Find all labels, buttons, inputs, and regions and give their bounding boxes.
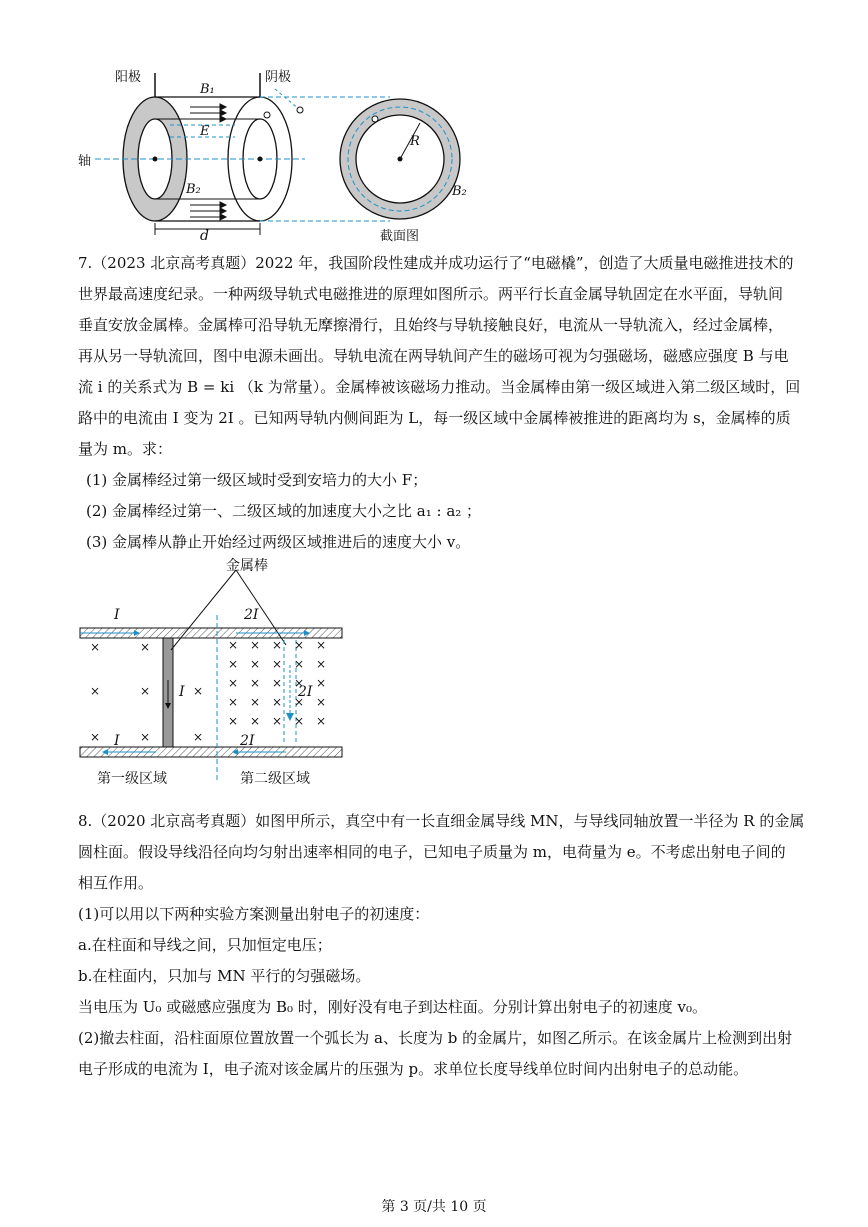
q8-option-a: a.在柱面和导线之间，只加恒定电压； — [78, 936, 332, 954]
label-current-rod-zone2: 2I — [298, 684, 313, 700]
field-cross: × — [316, 657, 327, 671]
q8-part-1: (1)可以用以下两种实验方案测量出射电子的初速度： — [78, 905, 430, 923]
field-cross: × — [250, 638, 261, 652]
field-cross: × — [272, 695, 283, 709]
label-current-top-zone2: 2I — [244, 607, 259, 623]
q8-option-b: b.在柱面内，只加与 MN 平行的匀强磁场。 — [78, 967, 371, 985]
field-cross: × — [90, 640, 101, 654]
field-cross: × — [140, 684, 151, 698]
label-cathode: 阴极 — [265, 70, 292, 85]
q8-part-2-line-2: 电子形成的电流为 I，电子流对该金属片的压强为 p。求单位长度导线单位时间内出射电子的总动能。 — [78, 1060, 749, 1078]
label-current-rod: I — [179, 684, 185, 700]
label-metal-rod: 金属棒 — [226, 558, 268, 574]
label-zone-1: 第一级区域 — [97, 771, 167, 787]
label-zone-2: 第二级区域 — [240, 771, 310, 787]
field-cross: × — [140, 730, 151, 744]
field-cross: × — [316, 695, 327, 709]
q7-line-1: 7.（2023 北京高考真题）2022 年，我国阶段性建成并成功运行了“电磁橇”，创造了大质量电磁推进技术的 — [78, 254, 794, 272]
q7-line-4: 再从另一导轨流回，图中电源未画出。导轨电流在两导轨间产生的磁场可视为匀强磁场，磁感应强度 B 与电 — [78, 347, 789, 365]
label-axis: 轴 — [78, 154, 92, 169]
q7-subquestion-1: (1) 金属棒经过第一级区域时受到安培力的大小 F； — [86, 471, 428, 489]
label-d: d — [200, 228, 209, 244]
field-cross: × — [228, 638, 239, 652]
q8-line-3: 相互作用。 — [78, 874, 154, 892]
field-cross: × — [294, 714, 305, 728]
field-cross: × — [250, 695, 261, 709]
field-cross: × — [228, 676, 239, 690]
field-cross: × — [272, 638, 283, 652]
field-cross: × — [250, 657, 261, 671]
field-cross: × — [316, 676, 327, 690]
label-section-view: 截面图 — [380, 229, 420, 244]
field-cross: × — [250, 714, 261, 728]
field-cross: × — [294, 676, 305, 690]
field-cross: × — [228, 714, 239, 728]
q7-subquestion-3: (3) 金属棒从静止开始经过两级区域推进后的速度大小 v。 — [86, 533, 471, 551]
label-anode: 阳极 — [115, 70, 142, 85]
q8-condition: 当电压为 U₀ 或磁感应强度为 B₀ 时，刚好没有电子到达柱面。分别计算出射电子的初速度 v₀。 — [78, 998, 708, 1016]
q8-line-2: 圆柱面。假设导线沿径向均匀射出速率相同的电子，已知电子质量为 m，电荷量为 e。不考虑出射电子间的 — [78, 843, 786, 861]
page-number: 第 3 页/共 10 页 — [381, 1199, 487, 1215]
q8-line-1: 8.（2020 北京高考真题）如图甲所示，真空中有一长直细金属导线 MN，与导线同轴放置一半径为 R 的金属 — [78, 812, 805, 830]
field-cross: × — [140, 640, 151, 654]
field-cross: × — [316, 638, 327, 652]
field-cross: × — [193, 730, 204, 744]
q7-subquestion-2: (2) 金属棒经过第一、二级区域的加速度大小之比 a₁ : a₂ ； — [86, 502, 482, 520]
label-B2: B₂ — [186, 182, 201, 197]
field-cross: × — [272, 657, 283, 671]
q7-line-3: 垂直安放金属棒。金属棒可沿导轨无摩擦滑行，且始终与导轨接触良好，电流从一导轨流入，经过金属棒， — [78, 316, 784, 334]
label-E: E — [200, 124, 210, 139]
field-cross: × — [193, 684, 204, 698]
field-cross: × — [228, 657, 239, 671]
field-cross: × — [250, 676, 261, 690]
label-current-bottom-zone1: I — [114, 733, 120, 749]
field-cross: × — [294, 695, 305, 709]
field-cross: × — [90, 684, 101, 698]
field-cross: × — [294, 657, 305, 671]
q7-line-2: 世界最高速度纪录。一种两级导轨式电磁推进的原理如图所示。两平行长直金属导轨固定在水平面，导轨间 — [78, 285, 784, 303]
field-cross: × — [90, 730, 101, 744]
label-R: R — [410, 134, 420, 149]
field-cross: × — [272, 714, 283, 728]
label-B1: B₁ — [200, 82, 215, 97]
field-cross: × — [272, 676, 283, 690]
q7-line-6: 路中的电流由 I 变为 2I 。已知两导轨内侧间距为 L，每一级区域中金属棒被推进的距离均为 s，金属棒的质 — [78, 409, 791, 427]
field-cross: × — [228, 695, 239, 709]
field-cross: × — [316, 714, 327, 728]
label-current-top-zone1: I — [114, 607, 120, 623]
field-cross-grid-zone2 — [228, 638, 338, 733]
label-current-bottom-zone2: 2I — [240, 733, 255, 749]
q7-line-7: 量为 m。求： — [78, 440, 172, 458]
label-B2-section: B₂ — [452, 184, 467, 199]
q8-part-2-line-1: (2)撤去柱面，沿柱面原位置放置一个弧长为 a、长度为 b 的金属片，如图乙所示。在该金属片上检测到出射 — [78, 1029, 793, 1047]
field-cross: × — [294, 638, 305, 652]
q7-line-5: 流 i 的关系式为 B = ki （k 为常量）。金属棒被该磁场力推动。当金属棒由第一级区域进入第二级区域时，回 — [78, 378, 801, 396]
